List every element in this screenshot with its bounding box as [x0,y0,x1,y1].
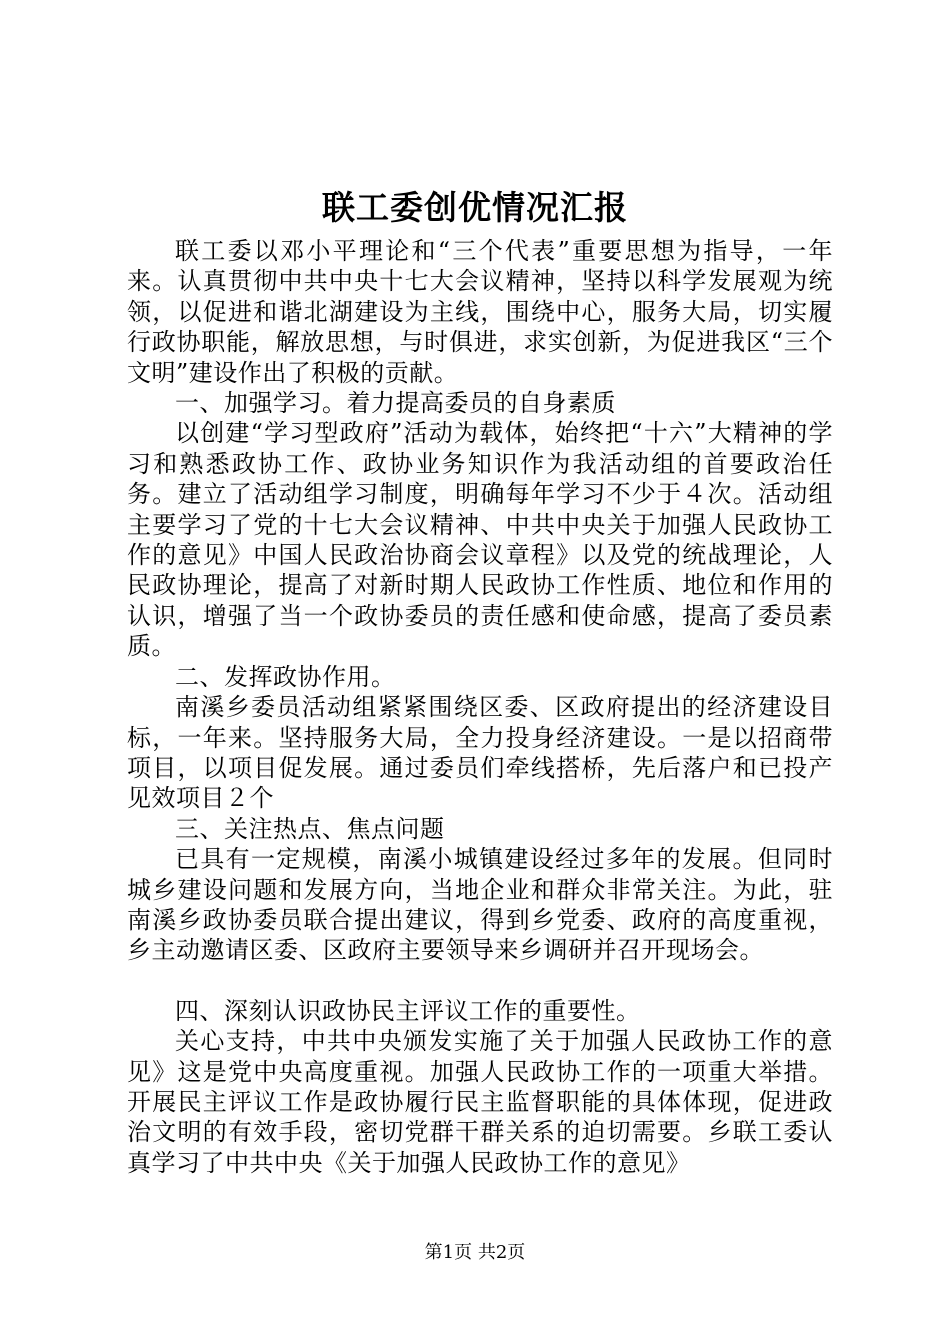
paragraph-section-3: 已具有一定规模，南溪小城镇建设经过多年的发展。但同时城乡建设问题和发展方向，当地企业和群众非常关注。为此，驻南溪乡政协委员联合提出建议，得到乡党委、政府的高度重视，乡主动邀请区委、区政府主要领导来乡调研并召开现场会。 [127,845,833,965]
section-heading-2: 二、发挥政协作用。 [175,662,396,691]
section-heading-3: 三、关注热点、焦点问题 [175,814,445,843]
document-title: 联工委创优情况汇报 [322,188,628,227]
document-body [127,236,833,1178]
paragraph-section-4: 关心支持，中共中央颁发实施了关于加强人民政协工作的意见》这是党中央高度重视。加强人民政协工作的一项重大举措。开展民主评议工作是政协履行民主监督职能的具体体现，促进政治文明的有效手段，密切党群干群关系的迫切需要。乡联工委认真学习了中共中央《关于加强人民政协工作的意见》 [127,1027,833,1177]
page-footer: 第1页 共2页 [424,1242,526,1263]
section-heading-4: 四、深刻认识政协民主评议工作的重要性。 [175,996,641,1025]
section-heading-1: 一、加强学习。着力提高委员的自身素质 [175,389,616,418]
paragraph-section-1: 以创建“学习型政府”活动为载体，始终把“十六”大精神的学习和熟悉政协工作、政协业务知识作为我活动组的首要政治任务。建立了活动组学习制度，明确每年学习不少于４次。活动组主要学习了党的十七大会议精神、中共中央关于加强人民政协工作的意见》中国人民政治协商会议章程》以及党的统战理论，人民政协理论，提高了对新时期人民政协工作性质、地位和作用的认识，增强了当一个政协委员的责任感和使命感，提高了委员素质。 [127,419,833,661]
paragraph-section-2: 南溪乡委员活动组紧紧围绕区委、区政府提出的经济建设目标，一年来。坚持服务大局，全力投身经济建设。一是以招商带项目，以项目促发展。通过委员们牵线搭桥，先后落户和已投产见效项目２个 [127,693,833,813]
paragraph-intro: 联工委以邓小平理论和“三个代表”重要思想为指导，一年来。认真贯彻中共中央十七大会议精神，坚持以科学发展观为统领，以促进和谐北湖建设为主线，围绕中心，服务大局，切实履行政协职能，解放思想，与时俱进，求实创新，为促进我区“三个文明”建设作出了积极的贡献。 [127,237,833,387]
